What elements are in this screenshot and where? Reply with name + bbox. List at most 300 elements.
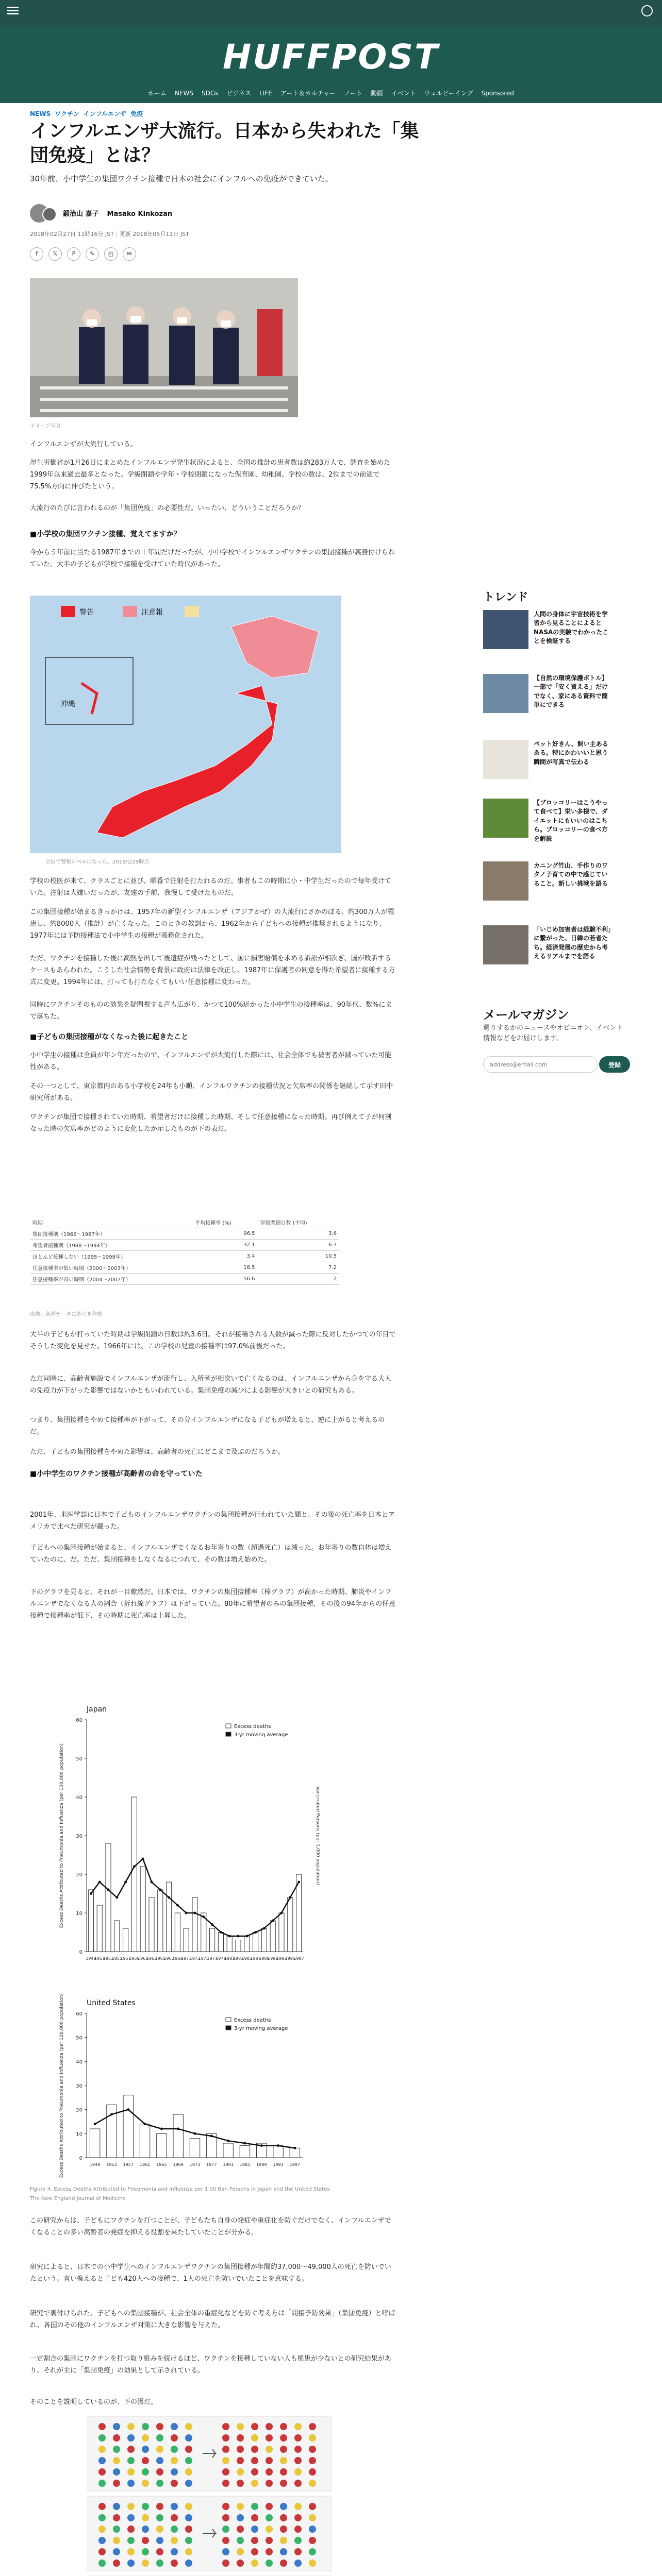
data-point [144, 2123, 146, 2125]
paragraph: 下のグラフを見ると、それが一目瞭然だ。日本では、ワクチンの集団接種率（棒グラフ）が高かった時期、肺炎やインフルエンザでなくなる人の割合（折れ線グラフ）は下がっていた。80年に希望者のみの集団接種、その後の94年からの任意接種で接種率が低下、その時期に死亡率は上昇した。 [30, 1588, 396, 1620]
data-point [194, 1912, 196, 1914]
person-icon [142, 2537, 149, 2544]
person-icon [251, 2514, 258, 2521]
table-header: 時期 [30, 1217, 192, 1228]
trend-thumbnail[interactable] [483, 610, 528, 649]
newsletter-email-input[interactable] [483, 1056, 598, 1073]
person-icon [251, 2446, 258, 2453]
person-icon [185, 2548, 192, 2555]
trend-item[interactable] [483, 740, 612, 786]
table-cell: 6.3 [258, 1240, 339, 1251]
bar [90, 2129, 100, 2158]
data-point [176, 1904, 179, 1907]
person-icon [280, 2560, 287, 2567]
bar [218, 1933, 223, 1952]
trend-title[interactable]: カニング竹山、手作りのワタノ子育ての中で感じていること。新しい挑戦を語る [534, 862, 608, 887]
person-icon [156, 2423, 163, 2430]
bar [88, 1890, 93, 1952]
person-icon [222, 2468, 229, 2476]
legend-label: 3-yr moving average [234, 2026, 288, 2031]
person-icon [156, 2468, 163, 2476]
bar [158, 1890, 163, 1952]
person-icon [309, 2468, 316, 2476]
person-icon [185, 2423, 192, 2430]
x-tick-label: 1989 [256, 2162, 267, 2167]
legend-swatch [226, 1732, 231, 1736]
breadcrumb-item[interactable]: 免疫 [130, 110, 143, 117]
y2-axis-label: Vaccinated Persons (per 1,000 population) [315, 1786, 320, 1885]
article-dates: 2018年02月27日 11時16分 JST｜更新 2018年05月11日 JST [30, 231, 189, 238]
person-icon [222, 2560, 229, 2567]
pinterest-share-icon[interactable]: P [67, 247, 80, 261]
article-dek: 30年前、小中学生の集団ワクチン接種で日本の社会にインフルへの免疫ができていた。 [30, 174, 333, 183]
table-row [30, 1251, 339, 1262]
nav-item[interactable]: NEWS [174, 90, 194, 97]
author-name[interactable]: 鍛治山 嘉子 [63, 210, 99, 218]
data-point [202, 1916, 205, 1918]
japan-chart [56, 1699, 324, 1977]
table-cell: 3.4 [192, 1251, 257, 1262]
data-point [280, 1912, 283, 1914]
data-point [127, 2108, 129, 2111]
data-point [245, 1935, 248, 1938]
person-icon [237, 2503, 244, 2510]
trend-item[interactable] [483, 799, 612, 845]
person-icon [142, 2480, 149, 2487]
data-point [90, 1892, 92, 1895]
person-icon [185, 2434, 192, 2442]
bar [140, 2124, 150, 2158]
map-okinawa-label: 沖縄 [61, 700, 75, 708]
lead-photo-art [30, 278, 298, 417]
nav-item[interactable]: ノート [344, 90, 362, 97]
paragraph: 2001年、米医学誌に日本で子どものインフルエンザワクチンの集団接種が行われていた間と、その後の死亡率を日本とアメリカで比べた研究が載った。 [30, 1511, 395, 1531]
person-icon [237, 2434, 244, 2442]
x-tick-label: 1967 [163, 1956, 174, 1961]
email-share-icon[interactable]: ✉ [123, 247, 136, 261]
trend-title[interactable]: 【ブロッコリーはこうやって食べて】栄い多様で、ダイエットにもいいのはこちら。ブロッコリーの食べ方を解説 [534, 799, 608, 842]
bar [114, 1921, 120, 1952]
data-point [98, 1881, 101, 1884]
x-tick-label: 1953 [106, 2162, 117, 2167]
nav-item[interactable]: イベント [391, 90, 416, 97]
paragraph: 研究によると、日本での小中学生へのインフルエンザワクチンの集団接種が年間約37,000〜49,000人の死亡を防いでいたという。言い換えると子ども420人への接種で、1人の死亡を防いでいたことを意味する。 [30, 2263, 391, 2283]
person-icon [251, 2537, 258, 2544]
table-cell: 希望者接種期（1988〜1994年） [30, 1240, 192, 1251]
bar [279, 1913, 284, 1952]
trend-thumbnail[interactable] [483, 861, 528, 901]
person-icon [266, 2468, 273, 2476]
person-icon [185, 2468, 192, 2476]
person-icon [251, 2560, 258, 2567]
person-icon [185, 2446, 192, 2453]
table-note: 出典：各種データに基づき作成 [30, 1312, 102, 1317]
data-point [210, 2135, 213, 2138]
us-chart-svg [56, 1993, 324, 2183]
person-icon [185, 2457, 192, 2464]
data-point [185, 1912, 188, 1914]
x-tick-label: 1975 [198, 1956, 209, 1961]
person-icon [237, 2468, 244, 2476]
breadcrumb-item[interactable]: NEWS [30, 110, 51, 117]
person-icon [98, 2560, 106, 2567]
x-tick-label: 1953 [103, 1956, 114, 1961]
paragraph: ただ、子どもの集団接種をやめた影響は、高齢者の死亡にどこまで及ぶのだろうか。 [30, 1448, 285, 1456]
flipboard-share-icon[interactable]: ◰ [104, 247, 118, 261]
paragraph: 同時にワクチンそのものの効果を疑問視する声も広がり、かつて100%近かった小中学生の接種率は、90年代、数%にまで落ちた。 [30, 1001, 392, 1021]
y-axis-label: Excess Deaths Attributed to Pneumonia and Influenza (per 100,000 population) [59, 1993, 64, 2178]
y-tick-label: 60 [76, 1718, 82, 1723]
data-point [142, 1858, 144, 1860]
comment-icon[interactable]: ✎ [86, 247, 99, 261]
person-icon [98, 2503, 106, 2510]
nav-item[interactable]: SDGs [202, 90, 219, 97]
person-icon [142, 2423, 149, 2430]
person-icon [237, 2423, 244, 2430]
trend-thumbnail[interactable] [483, 925, 528, 964]
person-icon [142, 2514, 149, 2521]
person-icon [294, 2503, 302, 2510]
author-avatar[interactable] [42, 207, 57, 222]
top-bar [0, 0, 662, 26]
nav-item[interactable]: 動画 [370, 90, 383, 97]
x-tick-label: 1955 [111, 1956, 122, 1961]
person-icon [309, 2434, 316, 2442]
legend-swatch [226, 1724, 231, 1728]
bar [192, 1897, 197, 1952]
person-icon [185, 2514, 192, 2521]
x-tick-label: 1961 [138, 1956, 148, 1961]
y-tick-label: 0 [79, 1950, 82, 1955]
person-icon [156, 2548, 163, 2555]
person-icon [142, 2446, 149, 2453]
person-icon [98, 2468, 106, 2476]
person-icon [266, 2560, 273, 2567]
person-icon [266, 2526, 273, 2533]
person-icon [280, 2468, 287, 2476]
person-icon [294, 2457, 302, 2464]
data-point [289, 1896, 291, 1899]
bar [190, 2139, 200, 2158]
bar [244, 1936, 250, 1952]
person-icon [98, 2537, 106, 2544]
trend-heading: トレンド [483, 591, 528, 604]
bar [106, 1843, 111, 1952]
person-icon [309, 2503, 316, 2510]
paragraph: ただ、ワクチンを接種した後に高熱を出して後遺症が残ったとして、国に損害賠償を求める訴訟が相次ぎ、国が敗訴するケースもあらわれた。こうした社会情勢を背景に政府は法律を改正し、1987年に保護者の同意を得た希望者に接種する方式に変更。1994年には、打っても打たなくてもいい任意接種に変わった。 [30, 955, 395, 986]
x-tick-label: 1979 [216, 1956, 226, 1961]
person-icon [127, 2503, 135, 2510]
bar [123, 2095, 133, 2158]
person-icon [237, 2446, 244, 2453]
person-icon [266, 2548, 273, 2555]
bar [253, 1933, 258, 1952]
person-icon [185, 2526, 192, 2533]
trend-title[interactable]: 【自然の環境保護ボトル】一部で「安く買える」だけでなく、家にある資料で簡単にできる [534, 674, 608, 709]
person-icon [127, 2457, 135, 2464]
nav-item[interactable]: LIFE [259, 90, 272, 97]
breadcrumb-item[interactable]: ワクチン [55, 110, 79, 117]
paragraph: 大半の子どもが打っていた時期は学級閉鎖の日数は約3.6日。それが接種される人数が減った際に反対したかつての年目でそうした変化を見せた。1966年には、この学校の児童の接種率は97.0%前後だった。 [30, 1331, 396, 1350]
paragraph: 小中学生の接種は全員が年ン年だったので、インフルエンザが大流行した際には、社会全体でも被害者が減っていた可能性がある。 [30, 1052, 392, 1071]
y-tick-label: 50 [76, 2035, 82, 2041]
chart-credit: The New England Journal of Medicine [30, 2196, 126, 2201]
person-icon [251, 2468, 258, 2476]
x-tick-label: 1985 [241, 1956, 252, 1961]
person-icon [98, 2526, 106, 2533]
person-icon [222, 2480, 229, 2487]
data-point [293, 2147, 296, 2149]
twitter-share-icon[interactable]: 𝕏 [48, 247, 62, 261]
person-icon [237, 2537, 244, 2544]
x-tick-label: 1963 [146, 1956, 157, 1961]
data-point [194, 2132, 196, 2135]
trend-item[interactable] [483, 674, 612, 720]
data-point [107, 1889, 110, 1891]
y-tick-label: 40 [76, 2059, 82, 2065]
person-icon [294, 2514, 302, 2521]
person-icon [113, 2446, 120, 2453]
person-icon [98, 2423, 106, 2430]
table-cell: 集団接種期（1966〜1987年） [30, 1228, 192, 1240]
table-cell: ほとんど接種しない（1995〜1999年） [30, 1251, 192, 1262]
japan-flu-map [30, 596, 341, 853]
paragraph: ワクチンが集団で接種されていた時期、希望者だけに接種した時期、そして任意接種になった時期。再び例えて子が何割なった時の欠席率がどのように変化したか示したものが下の表だ。 [30, 1113, 392, 1133]
person-icon [171, 2560, 178, 2567]
bar [240, 2146, 250, 2158]
trend-item[interactable] [483, 861, 612, 908]
data-point [211, 1923, 213, 1926]
trend-title[interactable]: 「いじめ加害者は経験不利」に繋がった、日韓の若者たち。経済発展の歴史から考えるリアルまでを語る [534, 926, 611, 960]
table-cell: 56.6 [192, 1274, 257, 1285]
search-icon[interactable] [641, 5, 653, 16]
table-header-row [30, 1217, 339, 1228]
person-icon [251, 2434, 258, 2442]
x-tick-label: 1997 [293, 1956, 304, 1961]
main-nav [0, 83, 662, 103]
y-tick-label: 20 [76, 1872, 82, 1878]
data-point [151, 1881, 153, 1884]
person-icon [309, 2526, 316, 2533]
person-icon [222, 2457, 229, 2464]
person-icon [98, 2457, 106, 2464]
person-icon [113, 2480, 120, 2487]
y-tick-label: 30 [76, 1834, 82, 1839]
person-icon [171, 2468, 178, 2476]
person-icon [113, 2514, 120, 2521]
author-block [30, 204, 422, 227]
site-header [0, 26, 662, 83]
data-point [297, 1881, 300, 1884]
person-icon [280, 2503, 287, 2510]
bar [140, 1867, 145, 1952]
x-tick-label: 1977 [207, 1956, 218, 1961]
nav-item[interactable]: ウェルビーイング [424, 90, 473, 97]
person-icon [266, 2423, 273, 2430]
data-point [277, 2144, 279, 2147]
person-icon [113, 2468, 120, 2476]
person-icon [171, 2446, 178, 2453]
person-icon [127, 2468, 135, 2476]
person-icon [98, 2514, 106, 2521]
person-icon [127, 2560, 135, 2567]
paragraph: 厚生労働省が1月26日にまとめたインフルエンザ発生状況によると、全国の推計の患者数は約283万人で、調査を始めた1999年以来過去最多となった。学級閉鎖や学年・学校閉鎖になった保育園、幼稚園、学校の数は、2位までの前週で75.5%方向に伸びたという。 [30, 459, 390, 490]
person-icon [280, 2446, 287, 2453]
person-icon [127, 2480, 135, 2487]
section-heading: ■小学校の集団ワクチン接種、覚えてますか？ [30, 530, 181, 538]
author-name[interactable]: Masako Kinkozan [107, 210, 173, 218]
y-tick-label: 60 [76, 2011, 82, 2017]
bar [107, 2105, 117, 2158]
person-icon [294, 2480, 302, 2487]
newsletter-subscribe-button[interactable]: 登録 [599, 1056, 630, 1073]
table-cell: 10.5 [258, 1251, 339, 1262]
chart-title: Japan [87, 1705, 107, 1714]
data-point [237, 1935, 240, 1938]
person-icon [171, 2548, 178, 2555]
y-axis-label: Excess Deaths Attributed to Pneumonia and Influenza (per 100,000 population) [59, 1743, 64, 1928]
paragraph: 一定割合の集団にワクチンを打つ取り組みを続けるほど、ワクチンを接種していない人も罹患が少ないとの研究結果があり、それが主に「集団免疫」の効果として示されている。 [30, 2355, 391, 2375]
person-icon [185, 2560, 192, 2567]
person-icon [171, 2514, 178, 2521]
table-header: 学級閉鎖日数 (平均) [258, 1217, 339, 1228]
data-point [177, 2128, 179, 2130]
chart-title: United States [87, 1999, 136, 2007]
person-icon [156, 2560, 163, 2567]
table-cell: 96.5 [192, 1228, 257, 1240]
table-cell: 任意接種率が低い時期（2000〜2003年） [30, 1262, 192, 1274]
nav-item[interactable]: ビジネス [226, 90, 252, 97]
trend-title[interactable]: ペット好きん、飼い主あるある。特にかわいいと思う瞬間が写真で伝わる [534, 740, 608, 766]
data-point [94, 2123, 96, 2125]
breadcrumb-item[interactable]: インフルエンザ [83, 110, 127, 117]
x-tick-label: 1991 [268, 1956, 278, 1961]
person-icon [266, 2514, 273, 2521]
x-tick-label: 1957 [120, 1956, 131, 1961]
person-icon [156, 2503, 163, 2510]
nav-item[interactable]: アート＆カルチャー [280, 90, 336, 97]
trend-item[interactable] [483, 610, 612, 656]
person-icon [171, 2480, 178, 2487]
newsletter-description: 週りするかのニュースやオピニオン、イベント情報などをお届けします。 [483, 1024, 623, 1042]
person-icon [171, 2503, 178, 2510]
paragraph: ただ同時に、高齢者施設でインフルエンザが流行し、入所者が相次いで亡くなるのは、インフルエンザから身を守る大人の免疫力が下がった影響ではないかともいわれている。集団免疫の減少による影響が大きいとの研究もある。 [30, 1375, 391, 1395]
person-icon [127, 2434, 135, 2442]
person-icon [156, 2526, 163, 2533]
person-icon [280, 2480, 287, 2487]
person-icon [113, 2423, 120, 2430]
trend-thumbnail[interactable] [483, 740, 528, 779]
person-icon [113, 2560, 120, 2567]
person-icon [294, 2548, 302, 2555]
bar [223, 2143, 233, 2158]
person-icon [127, 2537, 135, 2544]
bar [290, 2148, 300, 2158]
person-icon [98, 2434, 106, 2442]
data-point [263, 1927, 266, 1930]
data-point [254, 1931, 257, 1934]
data-point [227, 2140, 229, 2142]
trend-thumbnail[interactable] [483, 674, 528, 713]
person-icon [294, 2526, 302, 2533]
x-tick-label: 1997 [289, 2162, 301, 2167]
bar [123, 1928, 128, 1952]
paragraph: そのことを説明しているのが、下の図だ。 [30, 2398, 158, 2406]
person-icon [142, 2434, 149, 2442]
data-point [115, 1896, 118, 1899]
site-logo[interactable]: HUFFPOST [222, 37, 440, 77]
facebook-share-icon[interactable]: f [30, 247, 43, 261]
person-icon [127, 2423, 135, 2430]
person-icon [222, 2503, 229, 2510]
table-cell: 任意接種率が高い時期（2004〜2007年） [30, 1274, 192, 1285]
bar [227, 1936, 232, 1952]
section-heading: ■子どもの集団接種がなくなった後に起きたこと [30, 1033, 189, 1041]
person-icon [171, 2457, 178, 2464]
person-icon [280, 2526, 287, 2533]
article-title: インフルエンザ大流行。日本から失われた「集団免疫」とは？ [30, 121, 419, 166]
person-icon [113, 2526, 120, 2533]
person-icon [142, 2468, 149, 2476]
data-point [168, 1896, 170, 1899]
person-icon [222, 2423, 229, 2430]
bar [288, 1897, 293, 1952]
person-icon [251, 2503, 258, 2510]
person-icon [294, 2537, 302, 2544]
person-icon [266, 2446, 273, 2453]
trend-title[interactable]: 人間の身体に宇宙技術を学習から見ることによるとNASAの実験でわかったことを検証する [534, 611, 609, 645]
data-point [220, 1931, 222, 1934]
paragraph: この集団接種が始まるきっかけは、1957年の新型インフルエンザ（アジアかぜ）の大流行にさかのぼる。約300万人が罹患し、約8000人（推計）が亡くなった。このときの教訓から、1962年から子どもへの接種が推奨されるようになり、1977年には予防接種法で小中学生の接種が義務化された。 [30, 908, 394, 940]
person-icon [237, 2457, 244, 2464]
person-icon [294, 2560, 302, 2567]
person-icon [185, 2537, 192, 2544]
y-tick-label: 50 [76, 1756, 82, 1762]
nav-item[interactable]: ホーム [147, 90, 167, 97]
person-icon [171, 2526, 178, 2533]
person-icon [251, 2548, 258, 2555]
map-legend-label: 警告 [79, 608, 94, 617]
data-point [124, 1881, 127, 1884]
person-icon [309, 2423, 316, 2430]
x-tick-label: 1957 [123, 2162, 134, 2167]
data-table [30, 1217, 339, 1285]
table-row [30, 1228, 339, 1240]
x-tick-label: 1961 [139, 2162, 151, 2167]
x-tick-label: 1949 [89, 2162, 101, 2167]
trend-item[interactable] [483, 925, 612, 972]
person-icon [185, 2480, 192, 2487]
japan-chart-svg [56, 1699, 324, 1977]
table-cell: 32.1 [192, 1240, 257, 1251]
person-icon [156, 2537, 163, 2544]
menu-icon[interactable] [7, 5, 19, 16]
x-tick-label: 1993 [273, 2162, 284, 2167]
person-icon [113, 2503, 120, 2510]
table-cell: 18.5 [192, 1262, 257, 1274]
nav-item[interactable]: Sponsored [481, 90, 515, 97]
person-icon [127, 2526, 135, 2533]
x-tick-label: 1959 [129, 1956, 140, 1961]
trend-thumbnail[interactable] [483, 799, 528, 838]
breadcrumb [30, 109, 147, 118]
y-tick-label: 10 [76, 1911, 82, 1917]
person-icon [251, 2423, 258, 2430]
x-tick-label: 1981 [224, 1956, 235, 1961]
person-icon [309, 2457, 316, 2464]
legend-swatch [226, 2026, 231, 2030]
figure-caption: Figure 4. Excess Deaths Attributed to Pneumonia and Influenza per 1 00 Ban Persons in Japan and the United States [30, 2187, 330, 2192]
